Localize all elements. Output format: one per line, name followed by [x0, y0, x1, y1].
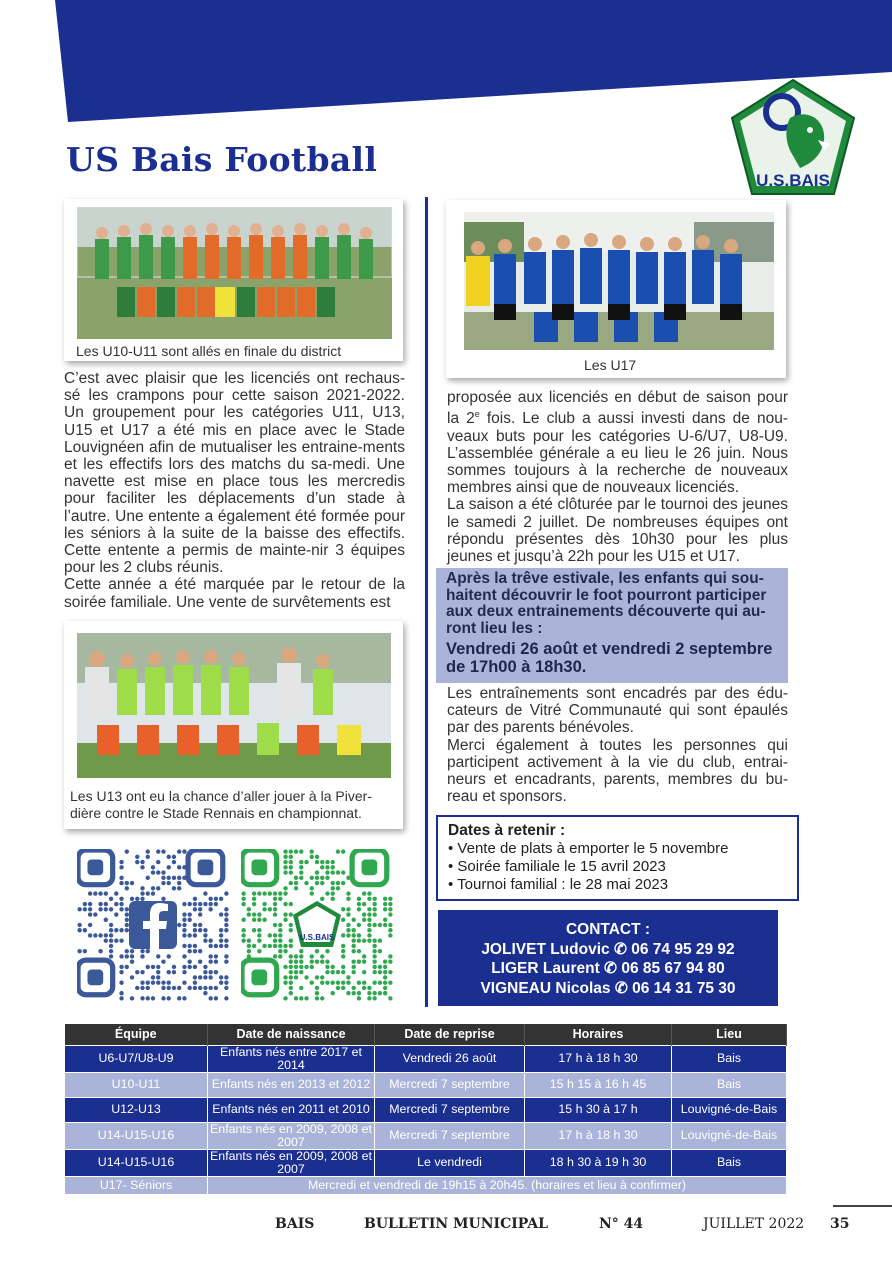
highlight-box — [436, 568, 788, 683]
logo-text: U.S.BAIS — [756, 171, 830, 190]
qr-code-facebook[interactable] — [77, 849, 229, 1001]
article-column-2-bottom — [447, 685, 788, 805]
table-cell: Le vendredi — [375, 1149, 525, 1176]
dates-item: • Soirée familiale le 15 avril 2023 — [448, 858, 666, 875]
paragraph: Les entraînements sont encadrés par des édu-cateurs de Vitré Communauté qui sont épaulés par des parents bénévoles. — [447, 685, 788, 737]
paragraph: C’est avec plaisir que les licenciés ont rechaus-sé les crampons pour cette saison 2021-2022. Un groupement pour les catégories U11, U13, U15 et U17 a été mis en place avec le Stade Louvignéen afin de mutualiser les entraine-ments et les effectifs lors des matchs du sa-medi. Une navette est mise en place tous les mercredis pour faciliter les déplacements d’un stade à l’autre. Une entente a également été formée pour les séniors à la suite de la baisse des effectifs. Cette entente a permis de mainte-nir 3 équipes pour les 2 clubs réunis. — [64, 370, 405, 577]
table-cell: Louvigné-de-Bais — [672, 1122, 787, 1149]
dates-item: • Vente de plats à emporter le 5 novembre — [448, 840, 729, 857]
team-photo-u10 — [77, 207, 392, 339]
dates-box — [436, 815, 799, 901]
club-logo — [730, 78, 856, 196]
table-cell: 17 h à 18 h 30 — [525, 1045, 672, 1072]
dates-title: Dates à retenir : — [448, 822, 566, 839]
svg-text:U.S.BAIS: U.S.BAIS — [299, 933, 335, 942]
table-row — [65, 1045, 787, 1072]
table-cell: Bais — [672, 1149, 787, 1176]
paragraph: La saison a été clôturée par le tournoi des jeunes le samedi 2 juillet. De nombreuses équipes ont répondu présentes dès 10h30 pour les plus jeunes et jusqu’à 22h pour les U15 et U17. — [447, 496, 788, 565]
table-cell: U10-U11 — [65, 1072, 208, 1097]
qr-finder-pattern — [352, 850, 387, 885]
footer-rule — [833, 1205, 892, 1207]
photo-card-u10 — [64, 199, 403, 361]
footer-page: 35 — [830, 1216, 850, 1232]
table-cell: U6-U7/U8-U9 — [65, 1045, 208, 1072]
table-row — [65, 1149, 787, 1176]
table-cell: 17 h à 18 h 30 — [525, 1122, 672, 1149]
table-header: Date de reprise — [375, 1024, 525, 1045]
qr-finder-pattern — [242, 960, 277, 995]
paragraph-part: fois. Le club a aussi investi dans de nou-veaux buts pour les catégories U-6/U7, U8-U9. L’assemblée générale a eu lieu le 26 juin. Nous sommes toujours à la recherche de nouveaux membres ainsi que de nouveaux licenciés. — [447, 410, 788, 497]
table-cell: U12-U13 — [65, 1097, 208, 1122]
footer-issue: N° 44 — [599, 1216, 644, 1232]
page-title: US Bais Football — [66, 140, 378, 179]
table-cell: 18 h 30 à 19 h 30 — [525, 1149, 672, 1176]
table-header: Horaires — [525, 1024, 672, 1045]
table-cell: Vendredi 26 août — [375, 1045, 525, 1072]
qr-code-club[interactable] — [241, 849, 393, 1001]
team-photo-u13 — [77, 633, 391, 778]
table-cell: Mercredi 7 septembre — [375, 1072, 525, 1097]
schedule-table — [64, 1024, 787, 1195]
photo-card-u13 — [64, 621, 403, 829]
table-row — [65, 1176, 787, 1194]
paragraph: Cette année a été marquée par le retour de la soirée familiale. Une vente de survêtements est — [64, 576, 405, 611]
table-cell: Enfants nés en 2009, 2008 et 2007 — [208, 1149, 375, 1176]
club-logo-icon — [293, 901, 341, 947]
qr-finder-pattern — [78, 850, 113, 885]
team-photo-u17 — [464, 212, 774, 350]
caption-u10: Les U10-U11 sont allés en finale du district — [76, 343, 342, 359]
qr-finder-pattern — [78, 960, 113, 995]
article-column-2 — [447, 389, 788, 565]
superscript: e — [474, 409, 480, 420]
table-cell: Enfants nés en 2011 et 2010 — [208, 1097, 375, 1122]
qr-finder-pattern — [242, 850, 277, 885]
table-cell: Mercredi 7 septembre — [375, 1097, 525, 1122]
footer-bulletin: BULLETIN MUNICIPAL — [364, 1216, 548, 1232]
table-header: Date de naissance — [208, 1024, 375, 1045]
contact-box — [438, 910, 778, 1006]
contact-line: JOLIVET Ludovic ✆ 06 74 95 29 92 — [481, 940, 735, 958]
qr-finder-pattern — [188, 850, 223, 885]
caption-u13-line1: Les U13 ont eu la chance d’aller jouer à la Piver- — [70, 788, 372, 804]
dates-item: • Tournoi familial : le 28 mai 2023 — [448, 876, 669, 893]
photo-card-u17 — [446, 200, 786, 378]
table-header-row — [65, 1024, 787, 1045]
table-cell: Enfants nés en 2013 et 2012 — [208, 1072, 375, 1097]
table-cell: U14-U15-U16 — [65, 1149, 208, 1176]
table-cell: 15 h 15 à 16 h 45 — [525, 1072, 672, 1097]
article-column-1 — [64, 370, 405, 611]
table-cell: U14-U15-U16 — [65, 1122, 208, 1149]
table-row — [65, 1122, 787, 1149]
paragraph-part: proposée aux licenciés en début de saison pour la 2 — [447, 389, 788, 428]
table-cell: Enfants nés en 2009, 2008 et 2007 — [208, 1122, 375, 1149]
table-cell: U17- Séniors — [65, 1176, 208, 1194]
table-cell: Louvigné-de-Bais — [672, 1097, 787, 1122]
highlight-intro: Après la trêve estivale, les enfants qui sou-haitent découvrir le foot pourront participer aux deux entrainements découverte qui au-ront lieu les : — [446, 570, 767, 637]
table-cell: Mercredi 7 septembre — [375, 1122, 525, 1149]
contact-line: LIGER Laurent ✆ 06 85 67 94 80 — [491, 960, 725, 978]
table-cell: Bais — [672, 1072, 787, 1097]
paragraph: Merci également à toutes les personnes qui participent activement à la vie du club, entrai-neurs et encadrants, parents, membres du bu-reau et sponsors. — [447, 736, 788, 806]
contact-title: CONTACT : — [565, 921, 651, 938]
column-divider — [425, 197, 428, 1007]
table-row — [65, 1097, 787, 1122]
table-header: Lieu — [672, 1024, 787, 1045]
table-cell: 15 h 30 à 17 h — [525, 1097, 672, 1122]
table-cell: Enfants nés entre 2017 et 2014 — [208, 1045, 375, 1072]
table-cell-merged: Mercredi et vendredi de 19h15 à 20h45. (horaires et lieu à confirmer) — [208, 1176, 787, 1194]
table-row — [65, 1072, 787, 1097]
caption-u13-line2: dière contre le Stade Rennais en championnat. — [70, 805, 362, 821]
table-cell: Bais — [672, 1045, 787, 1072]
table-header: Équipe — [65, 1024, 208, 1045]
paragraph — [447, 389, 788, 496]
caption-u17: Les U17 — [584, 357, 637, 373]
highlight-dates: Vendredi 26 août et vendredi 2 septembre de 17h00 à 18h30. — [446, 640, 773, 676]
contact-line: VIGNEAU Nicolas ✆ 06 14 31 75 30 — [480, 979, 736, 997]
footer-date: JUILLET 2022 — [703, 1216, 805, 1232]
footer-town: BAIS — [275, 1216, 315, 1232]
facebook-icon — [129, 901, 177, 949]
